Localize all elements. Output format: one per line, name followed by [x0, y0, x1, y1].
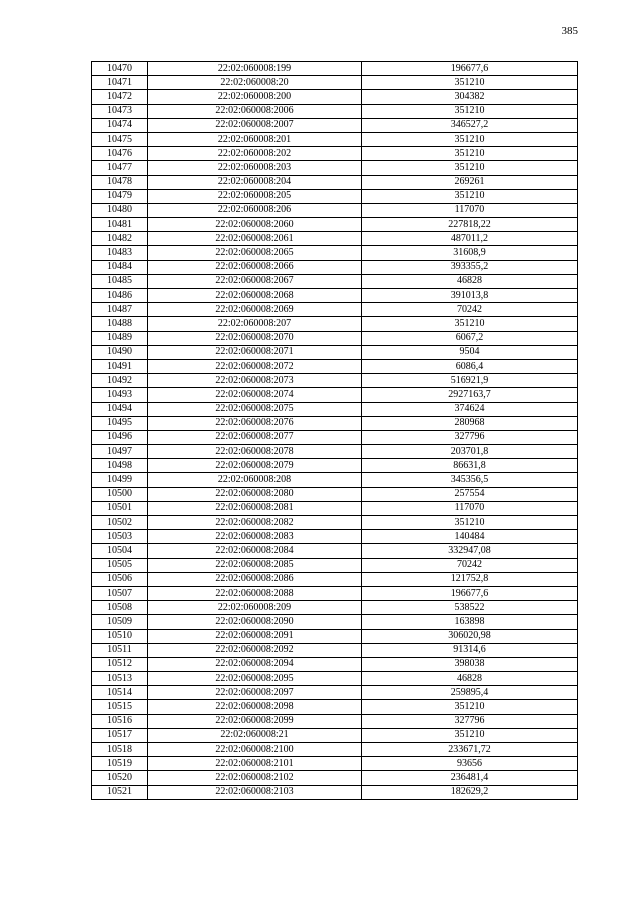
table-row: [92, 90, 578, 104]
row-number-cell: 10486: [92, 289, 148, 303]
row-number-cell: 10470: [92, 62, 148, 76]
table-row: [92, 586, 578, 600]
cadastral-number-cell: 22:02:060008:2065: [148, 246, 362, 260]
cadastral-number-cell: 22:02:060008:2086: [148, 572, 362, 586]
table-row: [92, 757, 578, 771]
cadastral-number-cell: 22:02:060008:2006: [148, 104, 362, 118]
value-cell: 351210: [362, 104, 578, 118]
value-cell: 86631,8: [362, 459, 578, 473]
value-cell: 257554: [362, 487, 578, 501]
table-row: [92, 714, 578, 728]
table-row: [92, 459, 578, 473]
table-row: [92, 374, 578, 388]
table-row: [92, 388, 578, 402]
table-row: [92, 686, 578, 700]
row-number-cell: 10506: [92, 572, 148, 586]
table-row: [92, 558, 578, 572]
registry-table: [91, 61, 578, 800]
row-number-cell: 10490: [92, 345, 148, 359]
cadastral-number-cell: 22:02:060008:2079: [148, 459, 362, 473]
cadastral-number-cell: 22:02:060008:2100: [148, 743, 362, 757]
value-cell: 140484: [362, 530, 578, 544]
table-row: [92, 672, 578, 686]
table-row: [92, 303, 578, 317]
value-cell: 304382: [362, 90, 578, 104]
row-number-cell: 10481: [92, 218, 148, 232]
cadastral-number-cell: 22:02:060008:2088: [148, 586, 362, 600]
value-cell: 6067,2: [362, 331, 578, 345]
row-number-cell: 10497: [92, 445, 148, 459]
cadastral-number-cell: 22:02:060008:2082: [148, 516, 362, 530]
value-cell: 203701,8: [362, 445, 578, 459]
cadastral-number-cell: 22:02:060008:201: [148, 132, 362, 146]
row-number-cell: 10504: [92, 544, 148, 558]
cadastral-number-cell: 22:02:060008:21: [148, 728, 362, 742]
cadastral-number-cell: 22:02:060008:2068: [148, 289, 362, 303]
table-row: [92, 260, 578, 274]
row-number-cell: 10492: [92, 374, 148, 388]
row-number-cell: 10501: [92, 501, 148, 515]
table-row: [92, 487, 578, 501]
value-cell: 46828: [362, 672, 578, 686]
value-cell: 351210: [362, 132, 578, 146]
row-number-cell: 10519: [92, 757, 148, 771]
cadastral-number-cell: 22:02:060008:2090: [148, 615, 362, 629]
cadastral-number-cell: 22:02:060008:2073: [148, 374, 362, 388]
value-cell: 345356,5: [362, 473, 578, 487]
cadastral-number-cell: 22:02:060008:2085: [148, 558, 362, 572]
value-cell: 2927163,7: [362, 388, 578, 402]
row-number-cell: 10473: [92, 104, 148, 118]
value-cell: 487011,2: [362, 232, 578, 246]
row-number-cell: 10484: [92, 260, 148, 274]
table-row: [92, 473, 578, 487]
table-row: [92, 289, 578, 303]
table-row: [92, 132, 578, 146]
value-cell: 351210: [362, 317, 578, 331]
cadastral-number-cell: 22:02:060008:2060: [148, 218, 362, 232]
value-cell: 332947,08: [362, 544, 578, 558]
cadastral-number-cell: 22:02:060008:2061: [148, 232, 362, 246]
table-row: [92, 445, 578, 459]
cadastral-number-cell: 22:02:060008:202: [148, 147, 362, 161]
cadastral-number-cell: 22:02:060008:2069: [148, 303, 362, 317]
row-number-cell: 10488: [92, 317, 148, 331]
value-cell: 351210: [362, 76, 578, 90]
table-row: [92, 359, 578, 373]
value-cell: 196677,6: [362, 62, 578, 76]
table-row: [92, 430, 578, 444]
value-cell: 351210: [362, 147, 578, 161]
table-row: [92, 118, 578, 132]
row-number-cell: 10479: [92, 189, 148, 203]
value-cell: 538522: [362, 601, 578, 615]
cadastral-number-cell: 22:02:060008:2091: [148, 629, 362, 643]
cadastral-number-cell: 22:02:060008:2067: [148, 274, 362, 288]
page-number: 385: [561, 25, 578, 37]
row-number-cell: 10517: [92, 728, 148, 742]
cadastral-number-cell: 22:02:060008:209: [148, 601, 362, 615]
row-number-cell: 10494: [92, 402, 148, 416]
row-number-cell: 10500: [92, 487, 148, 501]
row-number-cell: 10483: [92, 246, 148, 260]
table-row: [92, 147, 578, 161]
cadastral-number-cell: 22:02:060008:2103: [148, 785, 362, 799]
row-number-cell: 10478: [92, 175, 148, 189]
cadastral-number-cell: 22:02:060008:2077: [148, 430, 362, 444]
cadastral-number-cell: 22:02:060008:199: [148, 62, 362, 76]
row-number-cell: 10515: [92, 700, 148, 714]
row-number-cell: 10507: [92, 586, 148, 600]
table-row: [92, 76, 578, 90]
table-row: [92, 700, 578, 714]
row-number-cell: 10485: [92, 274, 148, 288]
table-row: [92, 743, 578, 757]
cadastral-number-cell: 22:02:060008:2102: [148, 771, 362, 785]
row-number-cell: 10475: [92, 132, 148, 146]
row-number-cell: 10518: [92, 743, 148, 757]
table-row: [92, 218, 578, 232]
value-cell: 346527,2: [362, 118, 578, 132]
table-row: [92, 246, 578, 260]
table-row: [92, 501, 578, 515]
table-row: [92, 62, 578, 76]
table-row: [92, 544, 578, 558]
cadastral-number-cell: 22:02:060008:2094: [148, 657, 362, 671]
value-cell: 259895,4: [362, 686, 578, 700]
cadastral-number-cell: 22:02:060008:205: [148, 189, 362, 203]
table-row: [92, 161, 578, 175]
row-number-cell: 10474: [92, 118, 148, 132]
row-number-cell: 10487: [92, 303, 148, 317]
row-number-cell: 10505: [92, 558, 148, 572]
row-number-cell: 10516: [92, 714, 148, 728]
row-number-cell: 10512: [92, 657, 148, 671]
value-cell: 306020,98: [362, 629, 578, 643]
row-number-cell: 10489: [92, 331, 148, 345]
table-row: [92, 345, 578, 359]
row-number-cell: 10476: [92, 147, 148, 161]
row-number-cell: 10480: [92, 203, 148, 217]
value-cell: 70242: [362, 558, 578, 572]
value-cell: 327796: [362, 430, 578, 444]
table-row: [92, 189, 578, 203]
cadastral-number-cell: 22:02:060008:200: [148, 90, 362, 104]
cadastral-number-cell: 22:02:060008:2080: [148, 487, 362, 501]
table-row: [92, 331, 578, 345]
value-cell: 117070: [362, 203, 578, 217]
table-row: [92, 601, 578, 615]
value-cell: 269261: [362, 175, 578, 189]
cadastral-number-cell: 22:02:060008:2098: [148, 700, 362, 714]
table-row: [92, 232, 578, 246]
value-cell: 236481,4: [362, 771, 578, 785]
table-row: [92, 317, 578, 331]
row-number-cell: 10510: [92, 629, 148, 643]
value-cell: 398038: [362, 657, 578, 671]
value-cell: 351210: [362, 728, 578, 742]
value-cell: 46828: [362, 274, 578, 288]
value-cell: 182629,2: [362, 785, 578, 799]
registry-table-body: [92, 62, 578, 800]
cadastral-number-cell: 22:02:060008:2074: [148, 388, 362, 402]
value-cell: 6086,4: [362, 359, 578, 373]
table-row: [92, 615, 578, 629]
table-row: [92, 785, 578, 799]
value-cell: 233671,72: [362, 743, 578, 757]
cadastral-number-cell: 22:02:060008:2076: [148, 416, 362, 430]
value-cell: 70242: [362, 303, 578, 317]
row-number-cell: 10499: [92, 473, 148, 487]
row-number-cell: 10509: [92, 615, 148, 629]
value-cell: 374624: [362, 402, 578, 416]
value-cell: 9504: [362, 345, 578, 359]
cadastral-number-cell: 22:02:060008:2070: [148, 331, 362, 345]
cadastral-number-cell: 22:02:060008:2078: [148, 445, 362, 459]
cadastral-number-cell: 22:02:060008:2072: [148, 359, 362, 373]
value-cell: 227818,22: [362, 218, 578, 232]
value-cell: 163898: [362, 615, 578, 629]
row-number-cell: 10496: [92, 430, 148, 444]
table-row: [92, 274, 578, 288]
table-row: [92, 175, 578, 189]
value-cell: 196677,6: [362, 586, 578, 600]
value-cell: 393355,2: [362, 260, 578, 274]
cadastral-number-cell: 22:02:060008:206: [148, 203, 362, 217]
cadastral-number-cell: 22:02:060008:2007: [148, 118, 362, 132]
row-number-cell: 10477: [92, 161, 148, 175]
cadastral-number-cell: 22:02:060008:2092: [148, 643, 362, 657]
row-number-cell: 10472: [92, 90, 148, 104]
value-cell: 31608,9: [362, 246, 578, 260]
table-row: [92, 629, 578, 643]
table-row: [92, 572, 578, 586]
row-number-cell: 10491: [92, 359, 148, 373]
table-row: [92, 104, 578, 118]
row-number-cell: 10508: [92, 601, 148, 615]
cadastral-number-cell: 22:02:060008:2084: [148, 544, 362, 558]
value-cell: 516921,9: [362, 374, 578, 388]
row-number-cell: 10495: [92, 416, 148, 430]
value-cell: 351210: [362, 516, 578, 530]
value-cell: 280968: [362, 416, 578, 430]
table-row: [92, 643, 578, 657]
value-cell: 351210: [362, 161, 578, 175]
value-cell: 351210: [362, 700, 578, 714]
value-cell: 93656: [362, 757, 578, 771]
table-row: [92, 416, 578, 430]
cadastral-number-cell: 22:02:060008:207: [148, 317, 362, 331]
cadastral-number-cell: 22:02:060008:2095: [148, 672, 362, 686]
table-row: [92, 771, 578, 785]
value-cell: 391013,8: [362, 289, 578, 303]
row-number-cell: 10482: [92, 232, 148, 246]
table-row: [92, 657, 578, 671]
cadastral-number-cell: 22:02:060008:2083: [148, 530, 362, 544]
row-number-cell: 10471: [92, 76, 148, 90]
cadastral-number-cell: 22:02:060008:2099: [148, 714, 362, 728]
table-row: [92, 516, 578, 530]
value-cell: 117070: [362, 501, 578, 515]
row-number-cell: 10511: [92, 643, 148, 657]
row-number-cell: 10503: [92, 530, 148, 544]
row-number-cell: 10498: [92, 459, 148, 473]
cadastral-number-cell: 22:02:060008:2097: [148, 686, 362, 700]
row-number-cell: 10521: [92, 785, 148, 799]
cadastral-number-cell: 22:02:060008:2071: [148, 345, 362, 359]
table-row: [92, 203, 578, 217]
cadastral-number-cell: 22:02:060008:208: [148, 473, 362, 487]
row-number-cell: 10520: [92, 771, 148, 785]
cadastral-number-cell: 22:02:060008:20: [148, 76, 362, 90]
row-number-cell: 10514: [92, 686, 148, 700]
row-number-cell: 10493: [92, 388, 148, 402]
value-cell: 351210: [362, 189, 578, 203]
value-cell: 327796: [362, 714, 578, 728]
cadastral-number-cell: 22:02:060008:2075: [148, 402, 362, 416]
value-cell: 121752,8: [362, 572, 578, 586]
value-cell: 91314,6: [362, 643, 578, 657]
table-row: [92, 530, 578, 544]
cadastral-number-cell: 22:02:060008:204: [148, 175, 362, 189]
cadastral-number-cell: 22:02:060008:2101: [148, 757, 362, 771]
table-row: [92, 728, 578, 742]
cadastral-number-cell: 22:02:060008:2066: [148, 260, 362, 274]
cadastral-number-cell: 22:02:060008:203: [148, 161, 362, 175]
row-number-cell: 10513: [92, 672, 148, 686]
row-number-cell: 10502: [92, 516, 148, 530]
cadastral-number-cell: 22:02:060008:2081: [148, 501, 362, 515]
table-row: [92, 402, 578, 416]
